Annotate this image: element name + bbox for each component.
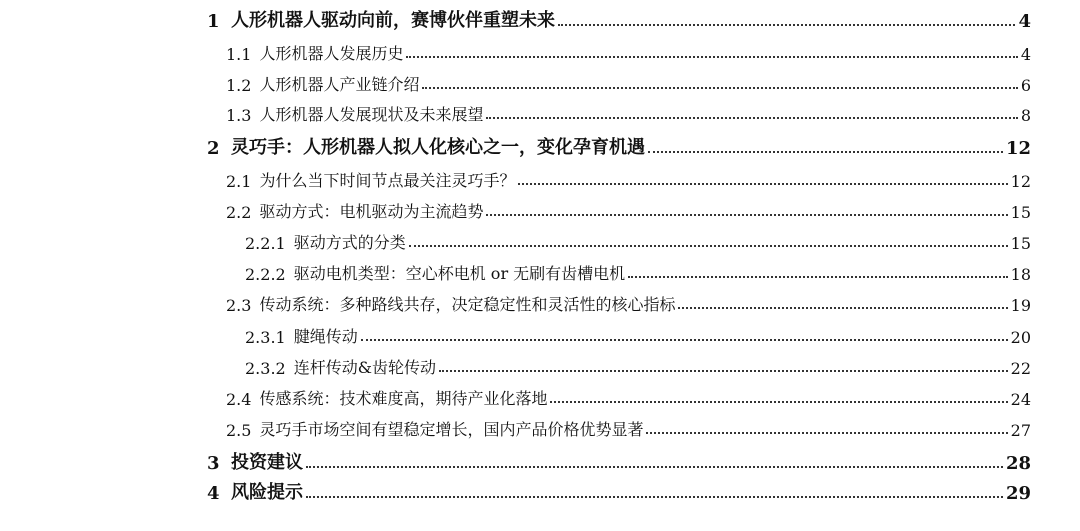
dot-leader xyxy=(439,370,1008,372)
toc-entry-title: 驱动方式的分类 xyxy=(293,233,406,252)
dot-leader xyxy=(550,401,1007,403)
toc-entry-page: 29 xyxy=(1005,483,1031,504)
toc-entry-page: 6 xyxy=(1020,76,1031,95)
toc-entry-number: 2.2 xyxy=(226,203,252,222)
toc-entry-page: 28 xyxy=(1005,453,1031,474)
toc-entry-number: 2.3 xyxy=(226,296,252,315)
dot-leader xyxy=(558,24,1015,26)
toc-entry-page: 24 xyxy=(1010,390,1031,409)
toc-entry-title: 人形机器人发展历史 xyxy=(259,44,404,63)
toc-entry-page: 4 xyxy=(1018,11,1031,32)
toc-entry-number: 1.3 xyxy=(226,106,252,125)
toc-entry-page: 15 xyxy=(1010,203,1031,222)
toc-entry-page: 22 xyxy=(1010,359,1031,378)
toc-entry-title: 传动系统：多种路线共存，决定稳定性和灵活性的核心指标 xyxy=(259,295,676,314)
toc-entry[interactable] xyxy=(226,101,1031,125)
toc-entry[interactable] xyxy=(207,450,1031,474)
dot-leader xyxy=(648,151,1003,153)
toc-entry-number: 2.3.2 xyxy=(245,359,286,378)
toc-entry[interactable] xyxy=(245,323,1031,347)
toc-entry[interactable] xyxy=(245,229,1031,253)
toc-entry-number: 1.2 xyxy=(226,76,252,95)
toc-entry[interactable] xyxy=(226,198,1031,222)
toc-entry-page: 8 xyxy=(1020,106,1031,125)
toc-entry-number: 2.2.2 xyxy=(245,265,286,284)
dot-leader xyxy=(306,496,1003,498)
toc-entry-title: 腱绳传动 xyxy=(293,327,358,346)
toc-entry-title: 人形机器人产业链介绍 xyxy=(259,75,420,94)
toc-entry-number: 1 xyxy=(207,11,220,32)
dot-leader xyxy=(422,87,1017,89)
dot-leader xyxy=(406,56,1017,58)
dot-leader xyxy=(628,276,1007,278)
toc-entry-number: 3 xyxy=(207,453,220,474)
toc-entry-title: 投资建议 xyxy=(231,452,303,473)
toc-entry[interactable] xyxy=(226,167,1031,191)
toc-entry-title: 为什么当下时间节点最关注灵巧手？ xyxy=(259,171,516,190)
toc-entry-title: 人形机器人发展现状及未来展望 xyxy=(259,105,484,124)
toc-entry[interactable] xyxy=(245,354,1031,378)
toc-entry-title: 人形机器人驱动向前，赛博伙伴重塑未来 xyxy=(231,10,555,31)
toc-entry[interactable] xyxy=(226,71,1031,95)
toc-entry[interactable] xyxy=(207,480,1031,504)
toc-entry-page: 12 xyxy=(1005,138,1031,159)
toc-entry-page: 18 xyxy=(1010,265,1031,284)
toc-entry-title: 传感系统：技术难度高，期待产业化落地 xyxy=(259,389,548,408)
toc-entry-title: 驱动电机类型：空心杯电机 or 无刷有齿槽电机 xyxy=(293,264,626,283)
toc-entry-number: 1.1 xyxy=(226,45,252,64)
dot-leader xyxy=(518,183,1007,185)
dot-leader xyxy=(409,245,1008,247)
toc-entry[interactable] xyxy=(226,416,1031,440)
toc-entry-page: 20 xyxy=(1010,328,1031,347)
toc-entry[interactable] xyxy=(226,385,1031,409)
toc-entry-number: 2 xyxy=(207,138,220,159)
toc-entry[interactable] xyxy=(207,135,1031,159)
toc-entry-page: 27 xyxy=(1010,421,1031,440)
toc-entry[interactable] xyxy=(226,291,1031,315)
toc-entry-number: 2.4 xyxy=(226,390,252,409)
toc-entry-title: 风险提示 xyxy=(231,482,303,503)
toc-entry[interactable] xyxy=(207,8,1031,32)
toc-entry[interactable] xyxy=(245,260,1031,284)
dot-leader xyxy=(306,466,1003,468)
dot-leader xyxy=(646,432,1007,434)
dot-leader xyxy=(486,214,1007,216)
toc-entry-title: 灵巧手市场空间有望稳定增长，国内产品价格优势显著 xyxy=(259,420,644,439)
toc-entry[interactable] xyxy=(226,40,1031,64)
toc-entry-page: 4 xyxy=(1020,45,1031,64)
toc-entry-number: 2.1 xyxy=(226,172,252,191)
toc-entry-page: 12 xyxy=(1010,172,1031,191)
toc-entry-number: 2.5 xyxy=(226,421,252,440)
toc-entry-title: 驱动方式：电机驱动为主流趋势 xyxy=(259,202,484,221)
toc-entry-page: 15 xyxy=(1010,234,1031,253)
toc-entry-number: 2.3.1 xyxy=(245,328,286,347)
dot-leader xyxy=(486,117,1017,119)
toc-entry-title: 灵巧手：人形机器人拟人化核心之一，变化孕育机遇 xyxy=(231,137,645,158)
toc-entry-number: 2.2.1 xyxy=(245,234,286,253)
dot-leader xyxy=(361,339,1008,341)
toc-entry-number: 4 xyxy=(207,483,220,504)
dot-leader xyxy=(678,307,1007,309)
toc-entry-title: 连杆传动&齿轮传动 xyxy=(293,358,436,377)
toc-entry-page: 19 xyxy=(1010,296,1031,315)
